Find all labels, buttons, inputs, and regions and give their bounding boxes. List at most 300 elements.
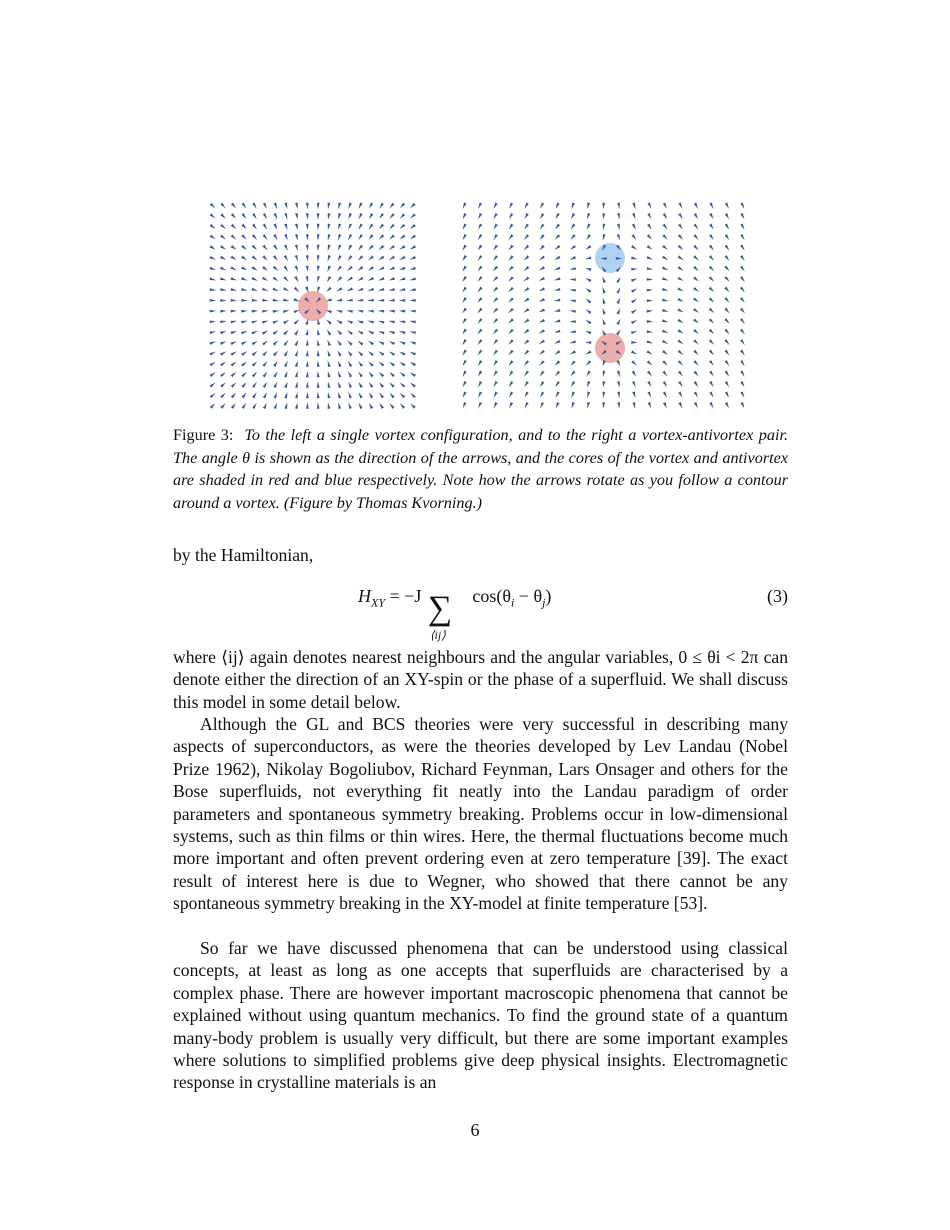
field-arrow (252, 234, 257, 240)
field-arrow (231, 277, 238, 280)
field-arrow (509, 213, 513, 219)
field-arrow (602, 392, 605, 398)
field-arrow (410, 203, 416, 209)
field-arrow (524, 213, 529, 219)
field-arrow (294, 276, 299, 282)
field-arrow (631, 331, 638, 334)
field-arrow (525, 203, 529, 209)
eq-rhs-prefix: = −J (389, 586, 422, 606)
field-arrow (463, 224, 467, 230)
field-arrow (284, 245, 288, 251)
field-arrow (389, 362, 395, 367)
field-arrow (462, 287, 467, 293)
field-arrow (317, 287, 320, 294)
field-arrow (554, 299, 561, 302)
field-arrow (357, 299, 364, 302)
field-arrow (400, 203, 405, 209)
field-arrow (571, 203, 575, 209)
field-arrow (539, 234, 544, 240)
lead-in-text: by the Hamiltonian, (173, 545, 314, 565)
field-arrow (338, 392, 341, 399)
field-arrow (724, 318, 729, 324)
field-arrow (462, 266, 467, 272)
field-arrow (379, 392, 384, 398)
field-arrow (389, 224, 395, 230)
field-arrow (348, 213, 352, 219)
field-arrow (462, 297, 467, 303)
field-arrow (725, 360, 730, 366)
field-arrow (220, 213, 226, 219)
field-arrow (306, 203, 309, 209)
field-arrow (389, 234, 395, 239)
field-arrow (241, 256, 247, 261)
field-arrow (632, 371, 637, 377)
field-arrow (231, 403, 236, 409)
field-arrow (539, 245, 545, 250)
field-arrow (662, 234, 667, 240)
page-number: 6 (470, 1120, 480, 1140)
field-arrow (241, 266, 247, 270)
field-arrow (694, 213, 698, 219)
field-arrow (378, 351, 384, 356)
field-arrow (317, 350, 320, 357)
field-arrow (409, 310, 415, 313)
field-arrow (539, 287, 545, 291)
field-arrow (231, 256, 237, 260)
field-arrow (359, 203, 363, 209)
field-arrow (326, 287, 331, 293)
field-arrow (262, 245, 267, 251)
field-arrow (463, 213, 467, 219)
eq-minus: − θ (514, 586, 543, 606)
field-arrow (647, 213, 651, 219)
field-arrow (388, 321, 395, 324)
field-arrow (409, 341, 415, 345)
field-arrow (328, 203, 331, 210)
field-arrow (263, 224, 267, 230)
field-arrow (478, 266, 483, 272)
field-arrow (694, 381, 699, 387)
field-arrow (284, 361, 288, 367)
field-arrow (678, 266, 684, 271)
field-arrow (569, 300, 576, 303)
field-arrow (252, 331, 258, 335)
field-arrow (241, 224, 246, 230)
field-arrow (369, 203, 373, 209)
field-arrow (647, 224, 652, 230)
field-arrow (740, 224, 744, 230)
field-arrow (210, 213, 216, 218)
field-arrow (399, 277, 406, 280)
field-arrow (231, 234, 237, 239)
field-arrow (462, 276, 467, 282)
field-arrow (338, 361, 342, 367)
field-arrow (587, 392, 590, 399)
field-arrow (571, 371, 576, 377)
field-arrow (585, 299, 591, 304)
field-arrow (252, 266, 258, 271)
field-arrow (555, 360, 561, 365)
field-arrow (295, 234, 298, 241)
field-arrow (509, 402, 513, 408)
eq-term-i: i (510, 595, 515, 610)
field-arrow (210, 224, 216, 229)
field-arrow (709, 276, 715, 281)
field-arrow (662, 309, 669, 312)
field-arrow (409, 331, 416, 334)
field-arrow (586, 234, 591, 240)
field-arrow (725, 371, 730, 377)
field-arrow (603, 234, 606, 241)
field-arrow (262, 299, 269, 302)
field-arrow (210, 203, 216, 209)
field-arrow (570, 256, 576, 260)
field-arrow (740, 360, 745, 366)
field-arrow (709, 203, 713, 209)
field-arrow (632, 381, 636, 387)
field-arrow (694, 224, 699, 230)
field-arrow (508, 255, 513, 261)
field-arrow (509, 234, 514, 240)
eq-term-j: j (542, 595, 546, 610)
field-arrow (283, 320, 289, 324)
field-arrow (220, 224, 226, 229)
field-arrow (305, 276, 308, 283)
field-arrow (317, 329, 320, 336)
field-arrow (647, 256, 653, 260)
field-arrow (509, 360, 514, 366)
field-arrow (709, 360, 714, 366)
field-arrow (252, 224, 257, 230)
field-arrow (368, 277, 374, 281)
field-arrow (478, 245, 483, 251)
field-arrow (306, 255, 309, 262)
field-arrow (478, 402, 482, 408)
figure-right-vortex-antivortex (458, 200, 750, 412)
field-arrow (379, 234, 385, 240)
field-arrow (693, 308, 699, 313)
field-arrow (306, 392, 309, 398)
field-arrow (662, 256, 668, 261)
field-arrow (678, 308, 684, 312)
field-arrow (338, 402, 341, 409)
field-arrow (410, 224, 416, 229)
field-arrow (617, 381, 620, 388)
field-arrow (539, 340, 545, 345)
field-arrow (210, 245, 216, 249)
field-arrow (210, 310, 216, 313)
field-arrow (273, 287, 279, 291)
field-arrow (273, 224, 277, 230)
field-arrow (284, 224, 287, 231)
field-arrow (242, 403, 247, 409)
field-arrow (378, 288, 385, 291)
field-arrow (603, 297, 606, 304)
field-arrow (400, 393, 406, 399)
field-arrow (724, 287, 729, 293)
field-arrow (369, 213, 374, 219)
field-arrow (231, 362, 237, 367)
field-arrow (399, 256, 405, 260)
field-arrow (631, 268, 638, 271)
field-arrow (347, 320, 353, 324)
field-arrow (338, 381, 341, 388)
field-arrow (740, 402, 744, 408)
field-arrow (678, 203, 682, 209)
field-arrow (616, 287, 620, 293)
field-arrow (709, 392, 713, 398)
paragraph-1: where ⟨ij⟩ again denotes nearest neighbours and the angular variables, 0 ≤ θi < 2π can denote either the direction of an XY-spin or the phase of a superfluid. We shall discuss this model in some detail below. (173, 647, 788, 712)
field-arrow (709, 339, 714, 345)
field-arrow (220, 362, 226, 367)
field-arrow (220, 331, 227, 334)
field-arrow (378, 341, 384, 345)
field-arrow (524, 371, 529, 377)
field-arrow (570, 350, 576, 354)
field-arrow (348, 382, 352, 388)
field-arrow (410, 267, 416, 271)
field-arrow (348, 245, 353, 251)
field-arrow (556, 392, 560, 398)
field-arrow (508, 276, 514, 281)
field-arrow (410, 383, 416, 388)
field-arrow (262, 351, 268, 356)
field-arrow (262, 321, 269, 324)
field-arrow (252, 203, 256, 209)
field-arrow (273, 382, 277, 388)
field-arrow (231, 288, 238, 291)
field-arrow (348, 255, 353, 261)
field-arrow (539, 350, 545, 355)
field-arrow (709, 266, 714, 272)
field-arrow (693, 287, 699, 292)
field-arrow (231, 393, 236, 399)
field-arrow (648, 402, 651, 408)
field-arrow (539, 277, 545, 281)
field-arrow (647, 310, 654, 313)
field-arrow (709, 318, 715, 323)
field-arrow (586, 371, 590, 377)
field-arrow (662, 340, 668, 344)
field-arrow (400, 224, 406, 229)
field-arrow (740, 255, 745, 261)
field-arrow (273, 276, 279, 281)
field-arrow (493, 297, 498, 303)
field-arrow (306, 234, 309, 240)
field-arrow (327, 350, 330, 357)
field-arrow (306, 350, 309, 357)
field-arrow (632, 402, 635, 409)
field-arrow (241, 331, 247, 335)
field-arrow (220, 352, 226, 356)
field-arrow (378, 331, 384, 335)
field-arrow (647, 299, 654, 302)
field-arrow (210, 288, 217, 291)
field-arrow (678, 245, 684, 250)
field-arrow (410, 245, 416, 249)
field-arrow (463, 392, 467, 398)
field-arrow (210, 235, 216, 240)
field-arrow (694, 402, 698, 408)
field-arrow (220, 321, 227, 324)
field-arrow (295, 203, 298, 210)
field-arrow (571, 224, 576, 230)
field-arrow (616, 277, 620, 283)
paragraph-2: Although the GL and BCS theories were very successful in describing many aspects of superconductors, as were the theories developed by Lev Landau (Nobel Prize 1962), Nikolay Bogoliubov, Richard Feynman, Lars Onsager and others for the Bose superfluids, not everything fit neatly into the Landau paradigm of order parameters and spontaneous symmetry breaking. Problems occur in low-dimensional systems, such as thin films or thin wires. Here, the thermal fluctuations become much more important and often prevent ordering even at zero temperature [39]. The exact result of interest here is due to Wegner, who showed that there cannot be any spontaneous symmetry breaking in the XY-model at finite temperature [53]. (173, 714, 788, 914)
field-arrow (327, 340, 331, 346)
field-arrow (241, 341, 247, 345)
field-arrow (409, 277, 416, 280)
field-arrow (631, 234, 636, 240)
field-arrow (231, 331, 238, 334)
field-arrow (389, 393, 394, 399)
field-arrow (725, 245, 730, 251)
field-arrow (262, 341, 268, 346)
field-arrow (554, 309, 561, 312)
vortex-core (595, 333, 625, 363)
field-arrow (284, 402, 287, 409)
field-arrow (540, 392, 544, 398)
field-arrow (348, 203, 352, 209)
field-arrow (647, 360, 653, 365)
figure-caption (173, 424, 788, 514)
field-arrow (410, 362, 416, 366)
field-arrow (724, 266, 729, 272)
field-arrow (273, 299, 280, 302)
field-arrow (556, 203, 560, 209)
field-arrow (346, 299, 353, 302)
field-arrow (462, 339, 467, 345)
field-arrow (210, 352, 216, 356)
field-arrow (525, 402, 529, 408)
field-arrow (647, 278, 653, 281)
field-arrow (410, 235, 416, 240)
field-arrow (631, 360, 636, 366)
field-arrow (493, 224, 498, 230)
field-arrow (317, 255, 320, 262)
field-arrow (337, 266, 342, 272)
field-arrow (410, 213, 416, 218)
field-arrow (523, 329, 529, 334)
field-arrow (647, 371, 652, 377)
field-arrow (602, 203, 605, 209)
field-arrow (631, 278, 637, 282)
field-arrow (252, 341, 258, 346)
field-arrow (231, 213, 236, 219)
field-arrow (647, 350, 653, 354)
field-arrow (662, 266, 668, 270)
field-arrow (305, 329, 308, 336)
field-arrow (317, 234, 320, 240)
field-arrow (478, 203, 482, 209)
field-arrow (678, 402, 682, 408)
field-arrow (220, 245, 226, 250)
field-arrow (295, 381, 298, 388)
field-arrow (306, 339, 309, 346)
field-arrow (724, 255, 729, 261)
field-arrow (740, 350, 745, 356)
field-arrow (554, 330, 561, 333)
field-arrow (379, 224, 384, 230)
field-arrow (678, 329, 684, 334)
field-arrow (693, 339, 699, 344)
field-arrow (678, 392, 682, 398)
field-arrow (294, 266, 298, 272)
field-arrow (540, 203, 544, 209)
field-arrow (368, 351, 374, 356)
field-arrow (389, 266, 395, 270)
field-arrow (725, 392, 729, 398)
field-arrow (585, 350, 591, 354)
field-arrow (478, 339, 483, 345)
field-arrow (231, 310, 237, 313)
field-arrow (295, 371, 298, 378)
field-arrow (524, 234, 529, 240)
field-arrow (493, 339, 498, 345)
field-arrow (494, 402, 498, 408)
field-arrow (693, 266, 699, 271)
field-arrow (317, 392, 320, 398)
field-arrow (347, 276, 353, 281)
field-arrow (462, 318, 467, 324)
field-arrow (740, 339, 745, 345)
field-arrow (585, 245, 591, 250)
field-arrow (283, 330, 289, 335)
field-arrow (410, 372, 416, 377)
field-arrow (478, 255, 483, 261)
field-arrow (220, 234, 226, 239)
field-arrow (378, 277, 384, 281)
field-arrow (317, 339, 320, 346)
field-arrow (478, 297, 483, 303)
field-arrow (336, 298, 343, 301)
field-arrow (678, 381, 683, 387)
field-arrow (725, 234, 730, 240)
field-arrow (603, 371, 606, 378)
field-arrow (317, 360, 320, 366)
field-arrow (632, 224, 636, 230)
field-arrow (262, 288, 269, 291)
field-arrow (603, 381, 606, 388)
field-arrow (493, 360, 498, 366)
field-arrow (555, 371, 560, 377)
field-arrow (263, 392, 267, 398)
field-arrow (273, 255, 278, 261)
field-arrow (357, 341, 363, 346)
field-arrow (252, 351, 258, 356)
field-arrow (252, 277, 258, 281)
field-arrow (262, 330, 268, 334)
field-arrow (570, 360, 576, 365)
field-arrow (357, 288, 364, 291)
field-arrow (399, 310, 405, 313)
antivortex-core (595, 243, 625, 273)
field-arrow (231, 341, 237, 345)
field-arrow (662, 330, 668, 334)
field-arrow (493, 329, 498, 335)
field-arrow (283, 287, 289, 292)
field-arrow (273, 340, 279, 345)
field-arrow (494, 203, 498, 209)
field-arrow (524, 339, 530, 344)
field-arrow (585, 278, 591, 282)
field-arrow (554, 340, 560, 344)
field-arrow (540, 381, 545, 387)
field-arrow (336, 310, 343, 313)
field-arrow (587, 213, 590, 220)
field-arrow (252, 321, 259, 324)
field-arrow (252, 288, 259, 291)
